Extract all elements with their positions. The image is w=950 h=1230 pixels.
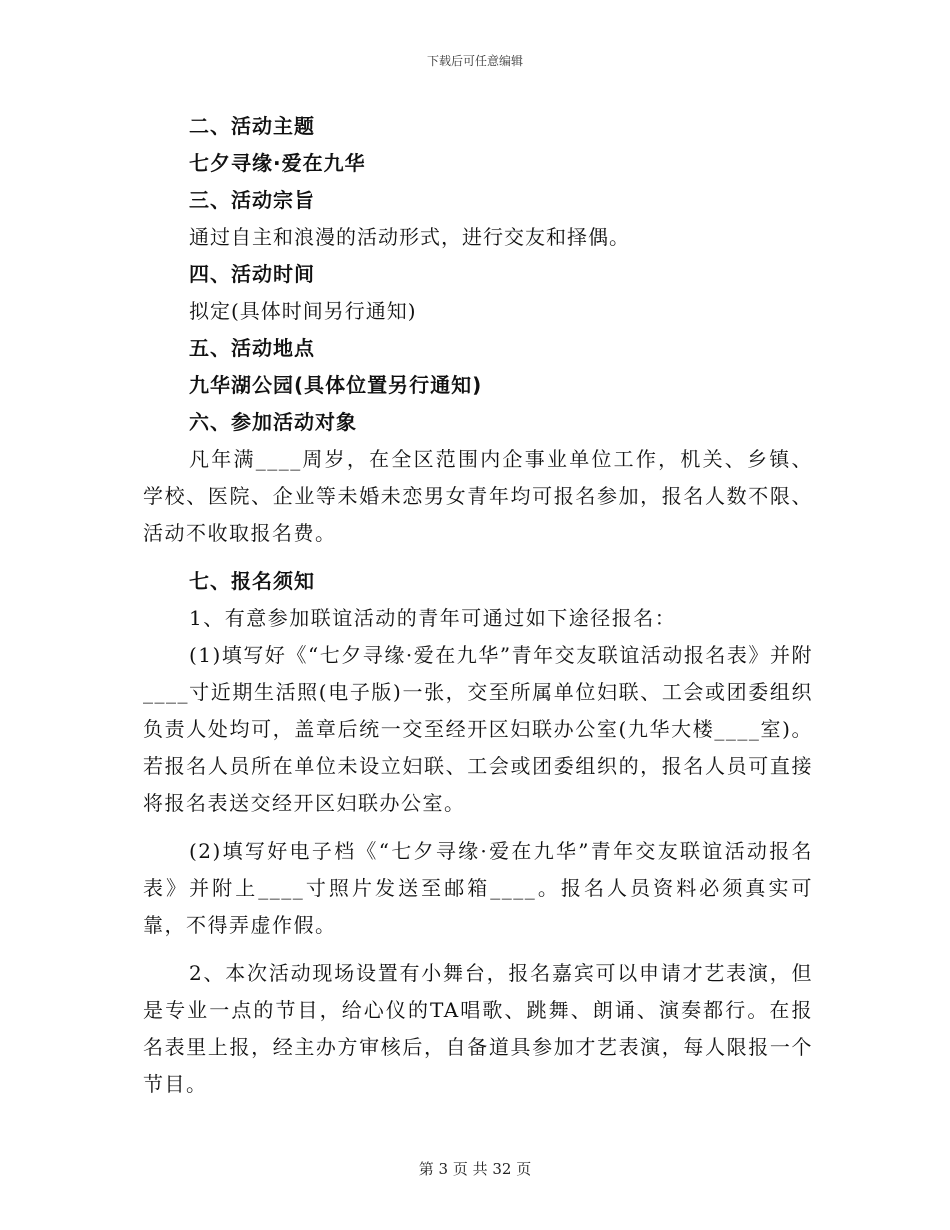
section-heading-time: 四、活动时间 [189,262,315,286]
target-paragraph: 凡年满____周岁，在全区范围内企事业单位工作，机关、乡镇、学校、医院、企业等未婚未恋男女青年均可报名参加，报名人数不限、活动不收取报名费。 [143,447,813,545]
section-heading-target: 六、参加活动对象 [189,410,357,434]
notice-item-1: 1、有意参加联谊活动的青年可通过如下途径报名： [189,606,677,630]
notice-item-1-1: (1)填写好《“七夕寻缘·爱在九华”青年交友联谊活动报名表》并附____寸近期生活照(电子版)一张，交至所属单位妇联、工会或团委组织负责人处均可，盖章后统一交至经开区妇联办公室(九华大楼____室)。若报名人员所在单位未设立妇联、工会或团委组织的，报名人员可直接将报名表送交经开区妇联办公室。 [143,643,813,815]
section-heading-place: 五、活动地点 [189,336,315,360]
page-footer: 第 3 页 共 32 页 [418,1160,532,1178]
notice-item-1-2: (2)填写好电子档《“七夕寻缘·爱在九华”青年交友联谊活动报名表》并附上____寸照片发送至邮箱____。报名人员资料必须真实可靠，不得弄虚作假。 [143,839,813,937]
document-body [143,108,813,1103]
purpose-text: 通过自主和浪漫的活动形式，进行交友和择偶。 [189,225,630,249]
page-header: 下载后可任意编辑 [426,54,523,68]
section-heading-purpose: 三、活动宗旨 [189,188,315,212]
section-heading-theme: 二、活动主题 [189,114,315,138]
section-heading-notice: 七、报名须知 [189,569,315,593]
place-text: 九华湖公园(具体位置另行通知) [189,373,483,397]
theme-text: 七夕寻缘·爱在九华 [189,151,366,175]
time-text: 拟定(具体时间另行通知) [189,299,417,323]
notice-item-2: 2、本次活动现场设置有小舞台，报名嘉宾可以申请才艺表演，但是专业一点的节目，给心仪的TA唱歌、跳舞、朗诵、演奏都行。在报名表里上报，经主办方审核后，自备道具参加才艺表演，每人限报一个节目。 [143,961,813,1096]
